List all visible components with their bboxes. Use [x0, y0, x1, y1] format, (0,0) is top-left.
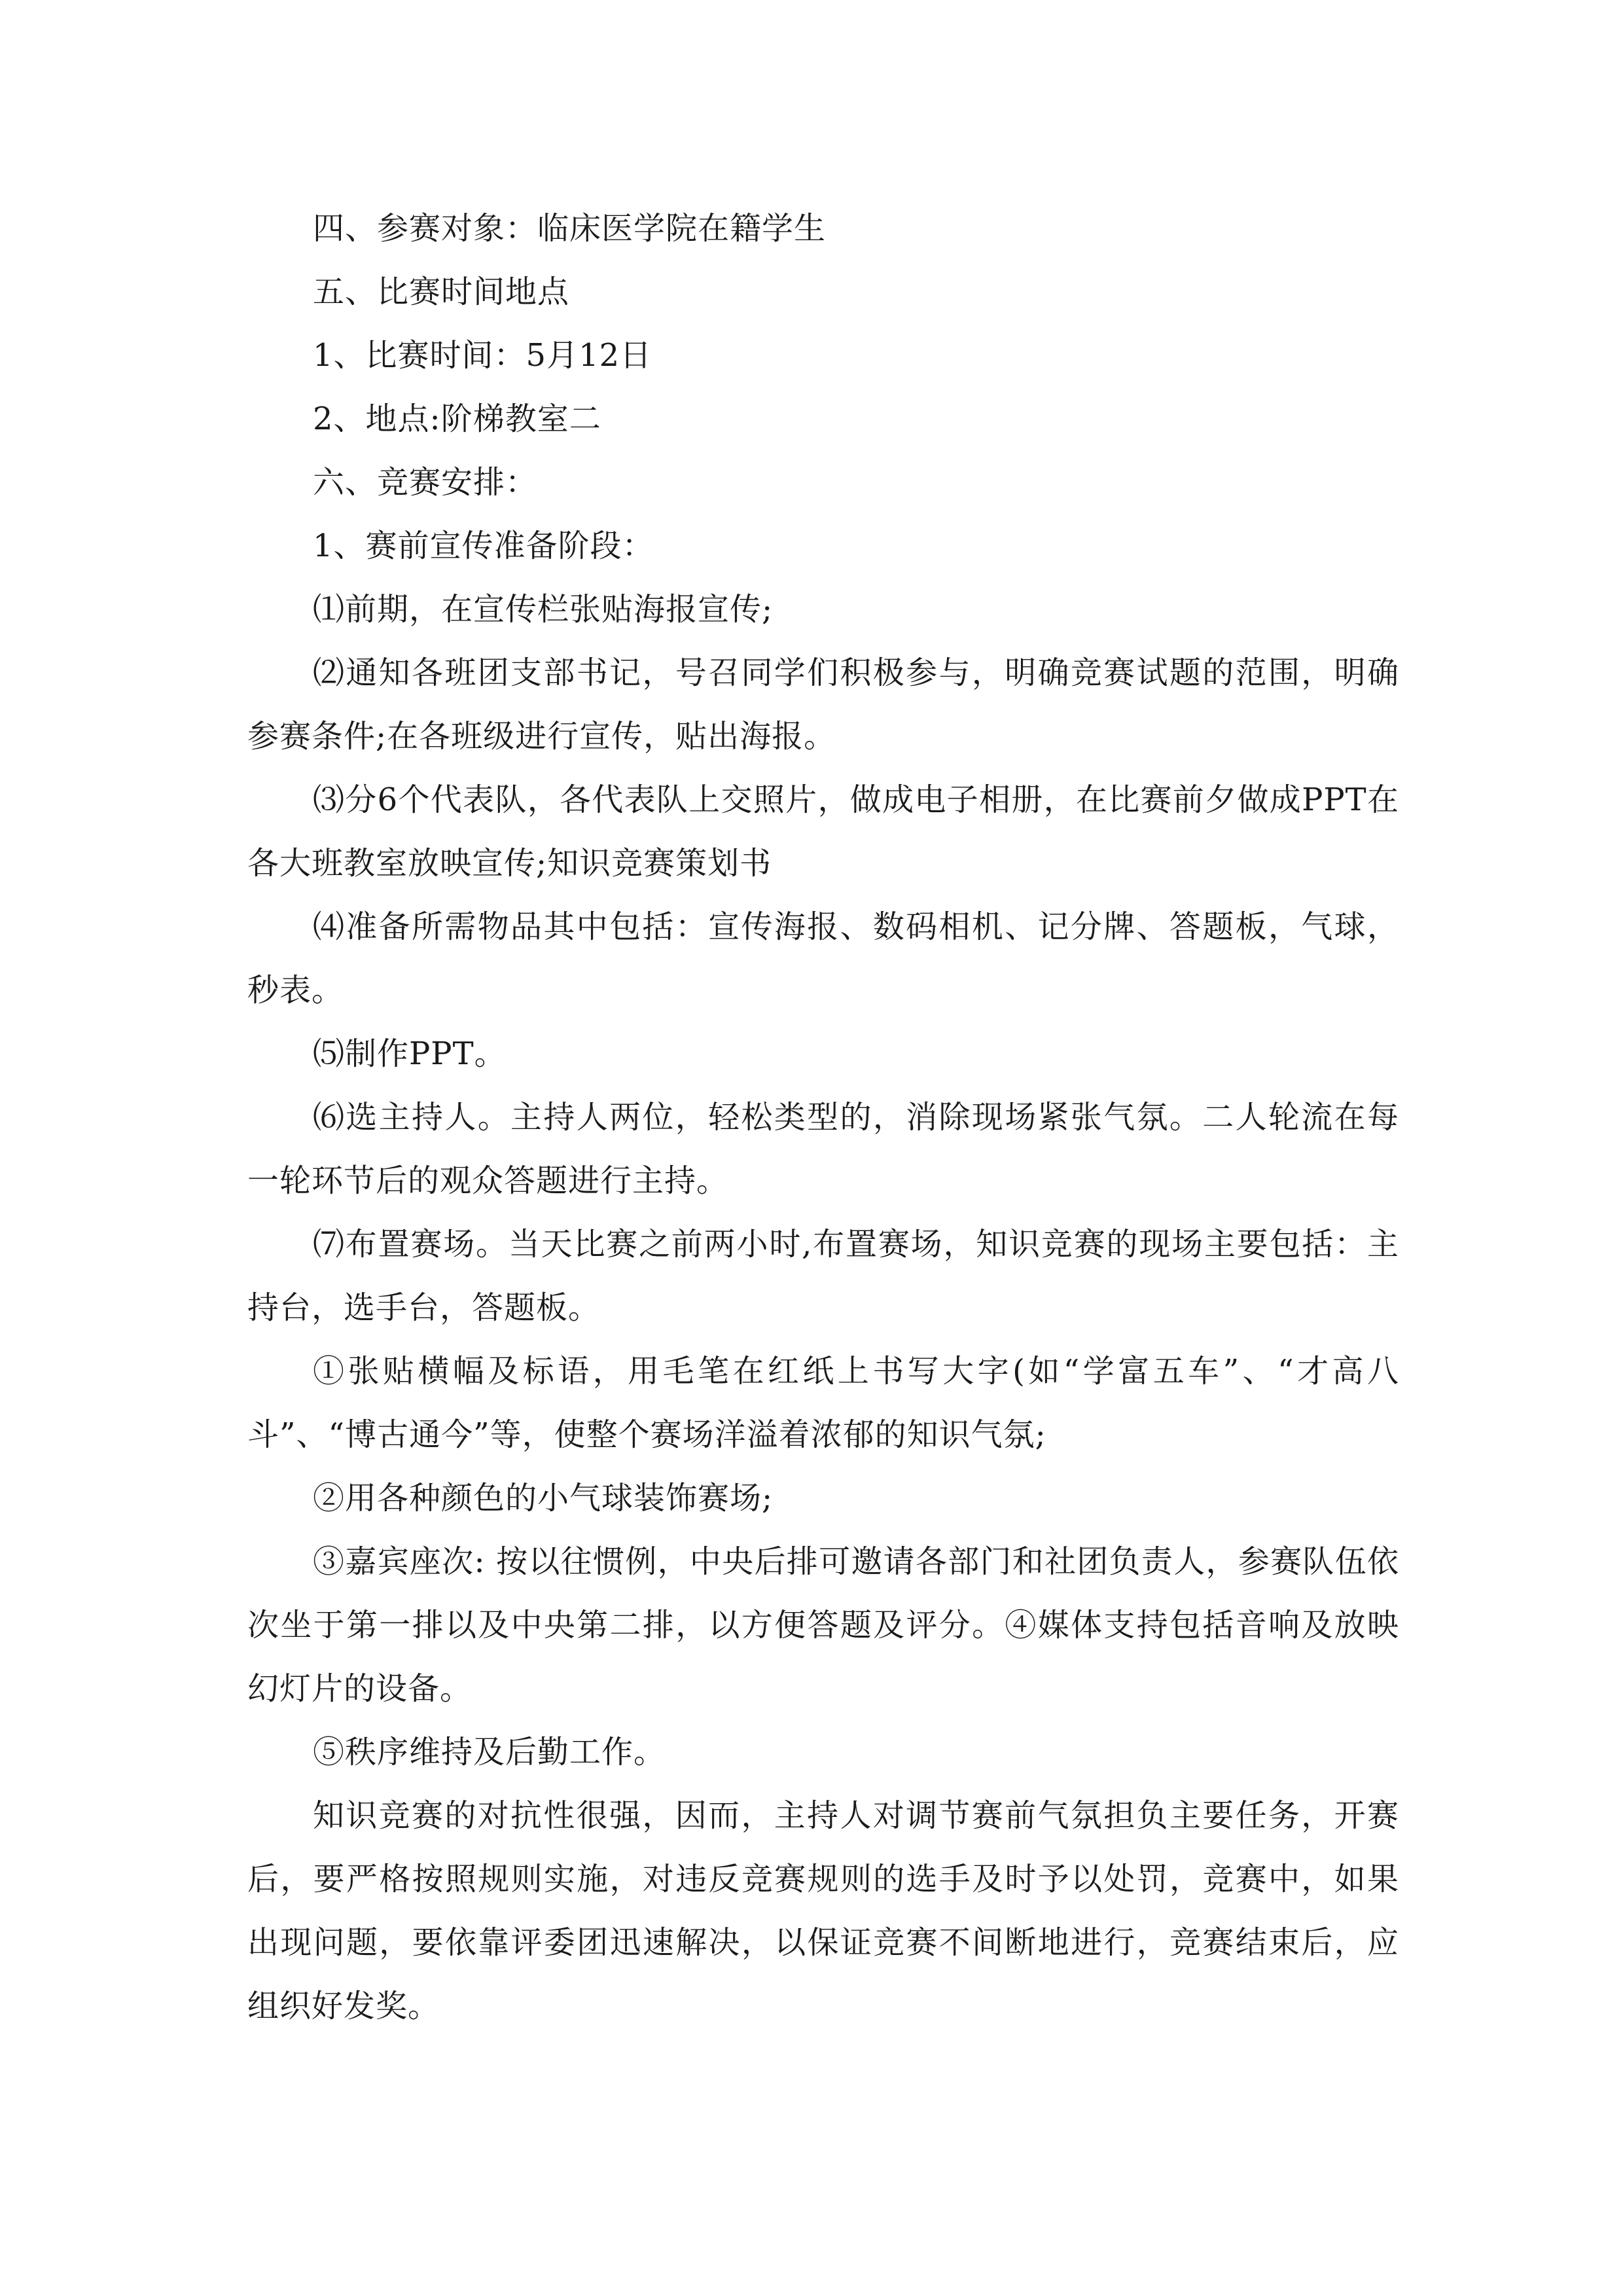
paragraph-step-3: ⑶分6个代表队，各代表队上交照片，做成电子相册，在比赛前夕做成PPT在各大班教室放映宣传;知识竞赛策划书 [247, 781, 1399, 882]
paragraph-venue-seating: ③嘉宾座次: 按以往惯例，中央后排可邀请各部门和社团负责人，参赛队伍依次坐于第一排以及中央第二排，以方便答题及评分。④媒体支持包括音响及放映幻灯片的设备。 [247, 1543, 1399, 1707]
paragraph-conclusion: 知识竞赛的对抗性很强，因而，主持人对调节赛前气氛担负主要任务，开赛后，要严格按照规则实施，对违反竞赛规则的选手及时予以处罚，竞赛中，如果出现问题，要依靠评委团迅速解决，以保证竞赛不间断地进行，竞赛结束后，应组织好发奖。 [247, 1797, 1399, 2024]
paragraph-venue-banner: ①张贴横幅及标语，用毛笔在红纸上书写大字(如“学富五车”、“才高八斗”、“博古通今”等，使整个赛场洋溢着浓郁的知识气氛; [247, 1353, 1399, 1453]
list-item-time: 1、比赛时间：5月12日 [313, 337, 652, 374]
paragraph-step-4: ⑷准备所需物品其中包括：宣传海报、数码相机、记分牌、答题板，气球，秒表。 [247, 908, 1399, 1009]
paragraph-venue-balloons: ②用各种颜色的小气球装饰赛场; [313, 1480, 774, 1516]
list-item-place: 2、地点:阶梯教室二 [313, 401, 601, 437]
paragraph-step-2: ⑵通知各班团支部书记，号召同学们积极参与，明确竞赛试题的范围，明确参赛条件;在各班级进行宣传，贴出海报。 [247, 655, 1399, 755]
list-item-preparation-stage: 1、赛前宣传准备阶段： [313, 528, 654, 564]
section-heading-arrangement: 六、竞赛安排： [313, 464, 538, 501]
paragraph-venue-logistics: ⑤秩序维持及后勤工作。 [313, 1734, 666, 1770]
paragraph-step-6: ⑹选主持人。主持人两位，轻松类型的，消除现场紧张气氛。二人轮流在每一轮环节后的观众答题进行主持。 [247, 1099, 1399, 1199]
paragraph-step-7: ⑺布置赛场。当天比赛之前两小时,布置赛场，知识竞赛的现场主要包括：主持台，选手台，答题板。 [247, 1226, 1399, 1326]
paragraph-step-1: ⑴前期，在宣传栏张贴海报宣传; [313, 591, 774, 628]
paragraph-step-5: ⑸制作PPT。 [313, 1035, 507, 1072]
document-body [247, 197, 1399, 2038]
section-heading-time-place: 五、比赛时间地点 [313, 274, 570, 310]
section-heading-participants: 四、参赛对象：临床医学院在籍学生 [313, 210, 827, 247]
